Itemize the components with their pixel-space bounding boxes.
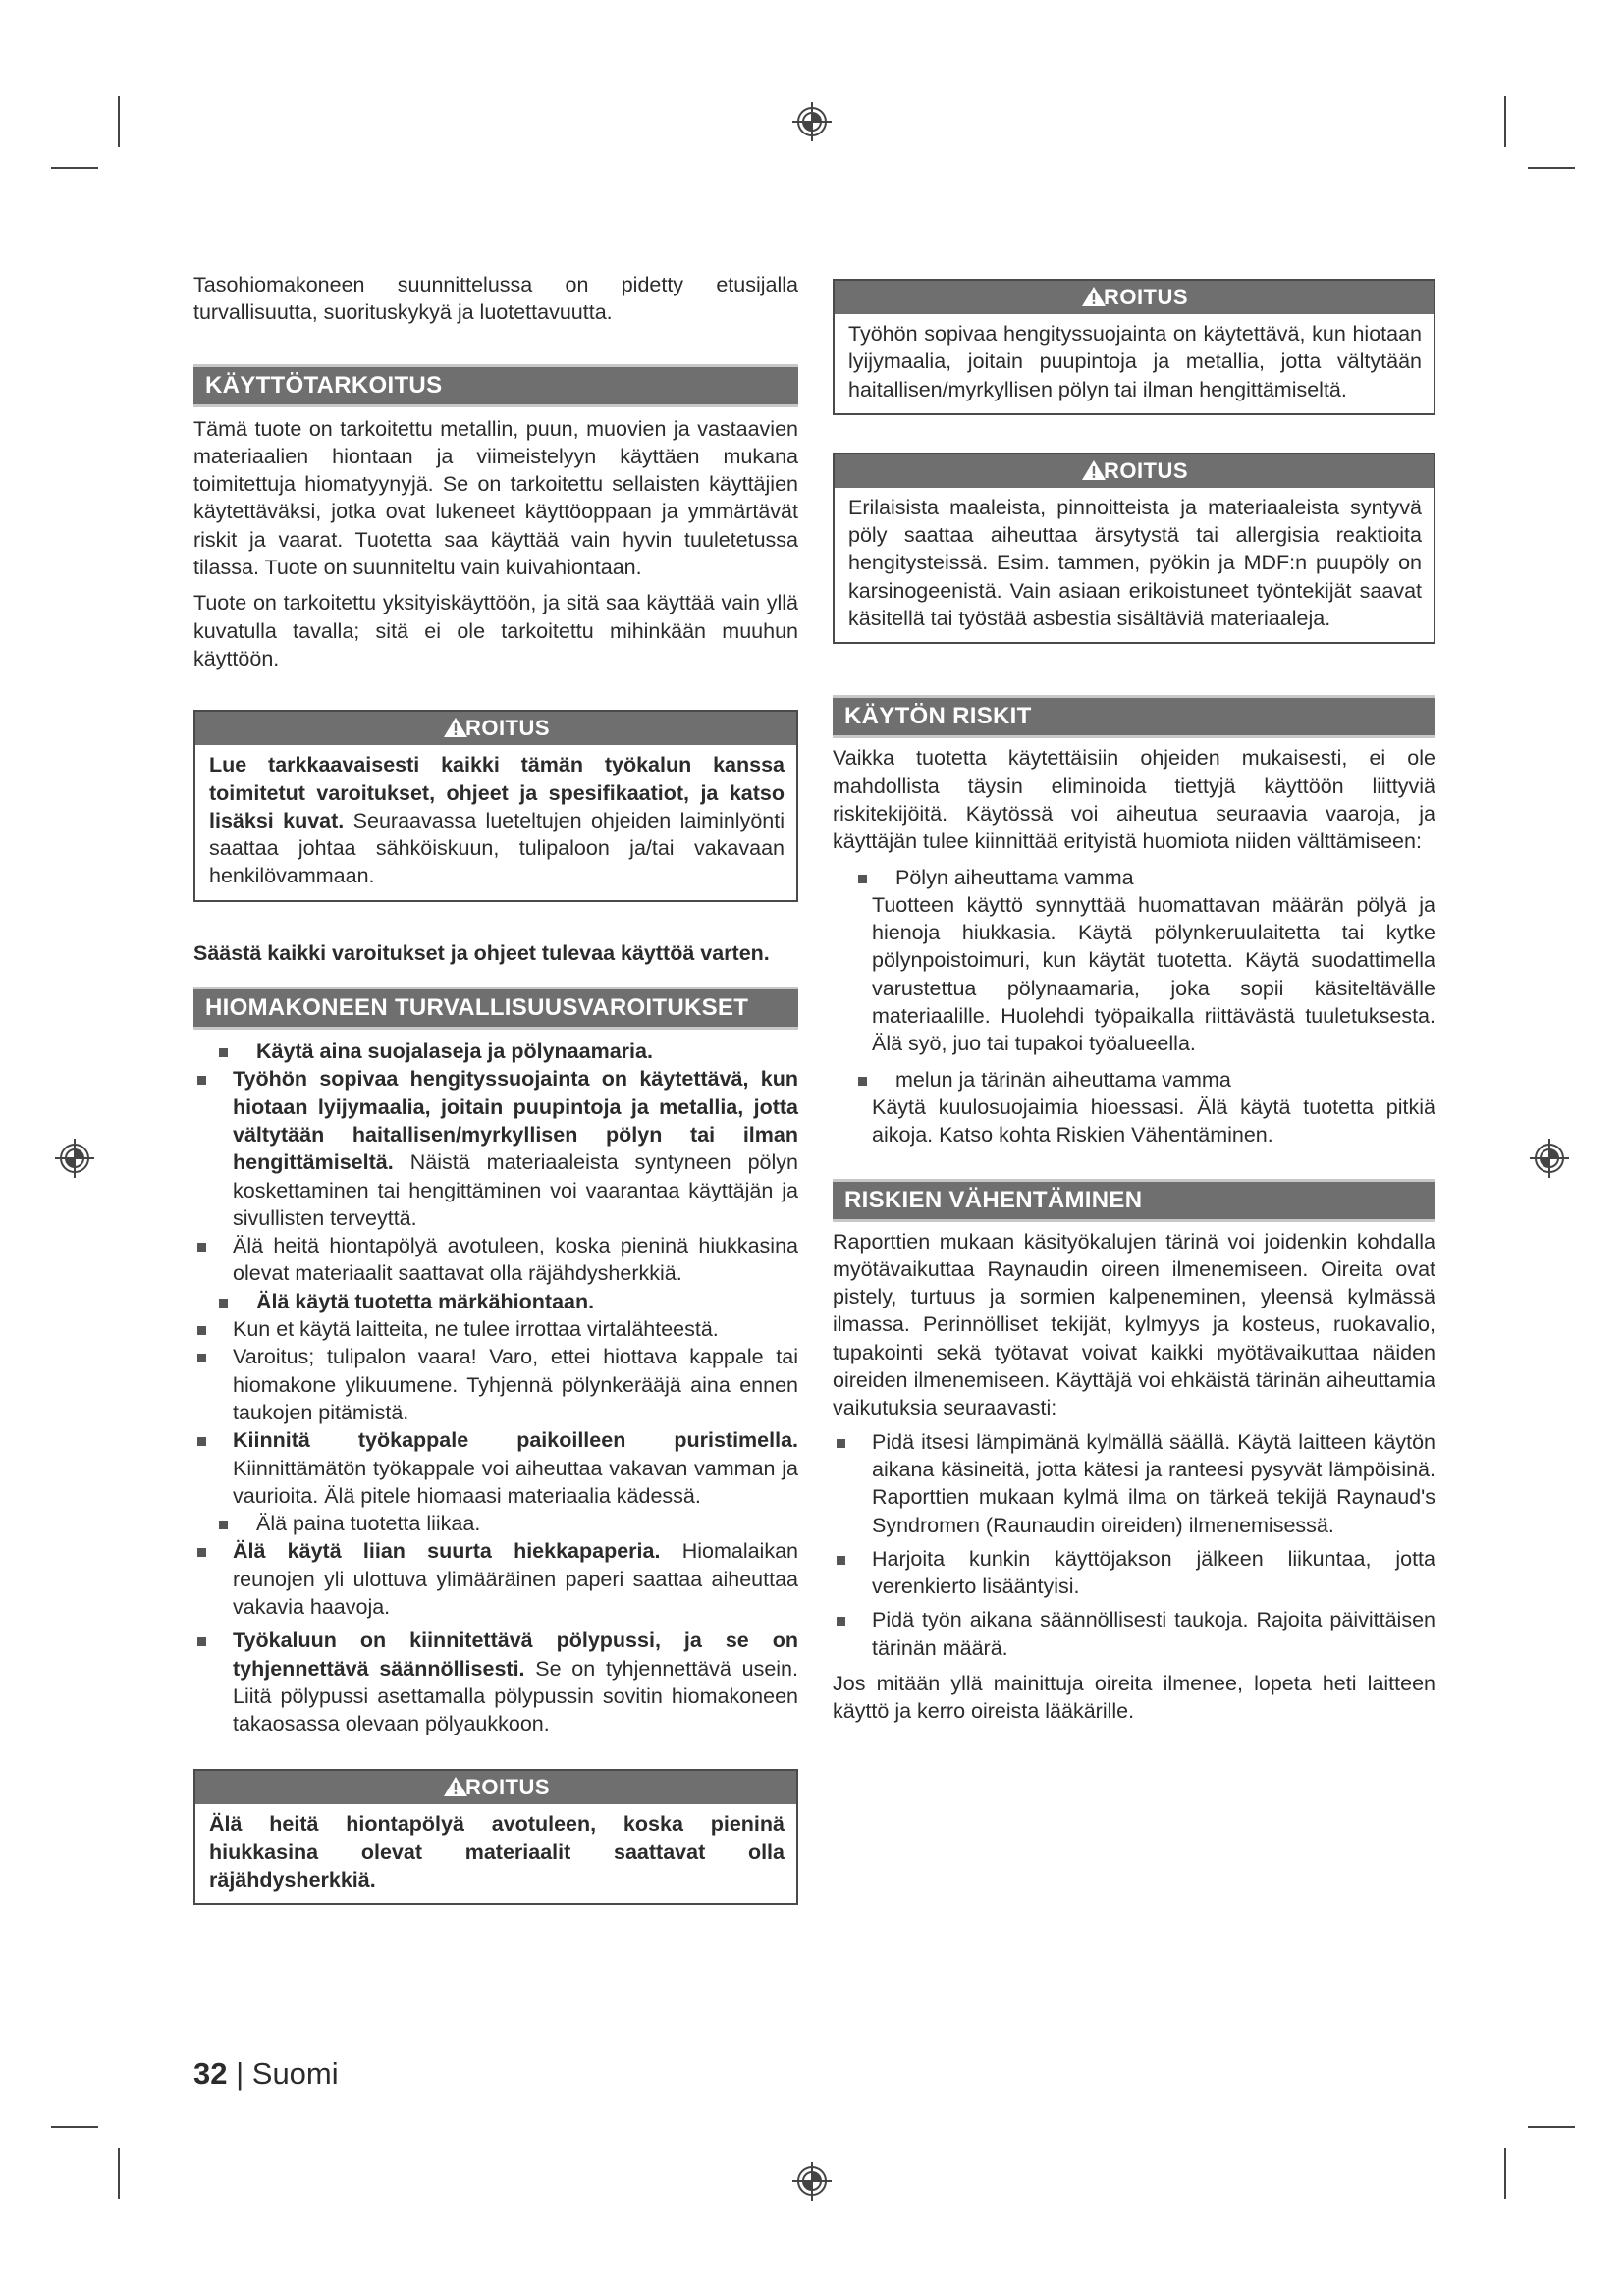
crop-mark: [1504, 96, 1506, 147]
crop-mark: [118, 96, 120, 147]
registration-mark-icon: [790, 2160, 834, 2203]
left-column: [193, 271, 798, 1905]
vahentaminen-intro: Raporttien mukaan käsityökalujen tärinä voi joidenkin kohdalla myötävaikuttaa Raynaudin oireen ilmenemiseen. Oireita ovat pistely, turtuus ja sormien kalpeneminen, yleensä kylmässä ilmassa. Perinnölliset tekijät, kylmyys ja kosteus, ruokavalio, tupakointi sekä työtavat voivat kaikki myötävaikuttaa näiden oireiden ilmenemiseen. Käyttäjä voi ehkäistä tärinän aiheuttamia vaikutuksia seuraavasti:: [833, 1229, 1435, 1420]
section-header-riskit: KÄYTÖN RISKIT: [833, 695, 1435, 738]
crop-mark: [118, 2148, 120, 2199]
warning-text: Älä heitä hiontapölyä avotuleen, koska pieninä hiukkasina olevat materiaalit saattavat olla räjähdysherkkiä.: [209, 1812, 785, 1893]
riskit-list: [833, 1066, 1435, 1094]
crop-mark: [51, 167, 98, 169]
footer-language: Suomi: [251, 2056, 339, 2091]
warning-bold-text: Lue tarkkaavaisesti kaikki tämän työkalun kanssa toimitetut varoitukset, ohjeet ja spesifikaatiot, ja katso lisäksi kuvat.: [209, 753, 785, 832]
warning-text: Seuraavassa lueteltujen ohjeiden laiminlyönti saattaa johtaa sähköiskuun, tulipaloon ja/tai vakavaan henkilövammaan.: [209, 808, 785, 888]
list-item: Älä heitä hiontapölyä avotuleen, koska pieninä hiukkasina olevat materiaalit saattavat olla räjähdysherkkiä.: [193, 1232, 798, 1288]
list-item: Kiinnitä työkappale paikoilleen puristimella. Kiinnittämätön työkappale voi aiheuttaa vakavan vamman ja vaurioita. Älä pitele hiomaasi materiaalia kädessä.: [193, 1426, 798, 1510]
crop-mark: [51, 2126, 98, 2128]
list-item: Älä käytä liian suurta hiekkapaperia. Hiomalaikan reunojen yli ulottuva ylimääräinen paperi saattaa aiheuttaa vakavia haavoja.: [193, 1537, 798, 1621]
registration-mark-icon: [1528, 1137, 1571, 1180]
vahentaminen-list: [833, 1428, 1435, 1662]
list-item: Pölyn aiheuttama vamma: [833, 864, 1435, 891]
vahentaminen-outro: Jos mitään yllä mainittuja oireita ilmenee, lopeta heti laitteen käyttö ja kerro oireista lääkärille.: [833, 1671, 1435, 1724]
safety-list: [193, 1038, 798, 1737]
warning-text: Työhön sopivaa hengityssuojainta on käytettävä, kun hiotaan lyijymaalia, joitain puupintoja ja metallia, jotta vältytään haitallisen/myrkyllisen pölyn tai ilman hengittämiseltä.: [848, 322, 1422, 401]
section-header-safety: HIOMAKONEEN TURVALLISUUSVAROITUKSET: [193, 987, 798, 1030]
list-item: Pidä itsesi lämpimänä kylmällä säällä. Käytä laitteen käytön aikana käsineitä, jotta kätesi ja ranteesi pysyvät lämpöisinä. Raporttien mukaan kylmä ilma on tärkeä tekijä Raynaud's Syndromen (Raunaudin oireiden) ilmenemisessä.: [833, 1428, 1435, 1539]
riskit-list: [833, 864, 1435, 891]
page-number: 32: [193, 2056, 228, 2091]
list-item: Työkaluun on kiinnitettävä pölypussi, ja se on tyhjennettävä säännöllisesti. Se on tyhjennettävä usein. Liitä pölypussi asettamalla pölypussin sovitin hiomakoneen takaosassa olevaan pölyaukkoon.: [193, 1627, 798, 1737]
list-item: Käytä aina suojalaseja ja pölynaamaria.: [193, 1038, 798, 1065]
warning-title: ROITUS: [195, 712, 796, 745]
warning-box: [833, 453, 1435, 644]
page-footer: [193, 2056, 339, 2092]
list-item: Pidä työn aikana säännöllisesti taukoja. Rajoita päivittäisen tärinän määrä.: [833, 1606, 1435, 1662]
kayttotarkoitus-paragraph: Tämä tuote on tarkoitettu metallin, puun, muovien ja vastaavien materiaalien hiontaan ja viimeistelyyn käyttäen mukana toimitettuja hiomatyynyjä. Se on tarkoitettu sellaisten käyttäjien käytettäväksi, jotka ovat lukeneet käyttöoppaan ja ymmärtävät riskit ja vaarat. Tuotetta saa käyttää vain hyvin tuuletetussa tilassa. Tuote on suunniteltu vain kuivahiontaan.: [193, 416, 798, 580]
crop-mark: [1528, 167, 1575, 169]
list-item: Älä käytä tuotetta märkähiontaan.: [193, 1288, 798, 1315]
riskit-intro: Vaikka tuotetta käytettäisiin ohjeiden mukaisesti, ei ole mahdollista täysin eliminoida tiettyjä käyttöön liittyviä riskitekijöitä. Käytössä voi aiheutua seuraavia vaaroja, ja käyttäjän tulee kiinnittää erityistä huomiota niiden välttämiseen:: [833, 746, 1435, 854]
list-item: melun ja tärinän aiheuttama vamma: [833, 1066, 1435, 1094]
crop-mark: [1528, 2126, 1575, 2128]
right-column: [833, 279, 1435, 1726]
registration-mark-icon: [53, 1137, 96, 1180]
list-item: Varoitus; tulipalon vaara! Varo, ettei hiottava kappale tai hiomakone ylikuumene. Tyhjennä pölynkerääjä aina ennen taukojen pitämistä.: [193, 1343, 798, 1426]
warning-text: Erilaisista maaleista, pinnoitteista ja materiaaleista syntyvä pöly saattaa aiheuttaa ärsytystä tai allergisia reaktioita hengitysteissä. Esim. tammen, pyökin ja MDF:n puupöly on karsinogeenistä. Vain asiaan erikoistuneet työntekijät saavat käsitellä tai työstää asbestia sisältäviä materiaaleja.: [848, 495, 1422, 631]
warning-box: [833, 279, 1435, 415]
intro-text: Tasohiomakoneen suunnittelussa on pidetty etusijalla turvallisuutta, suorituskykyä ja luotettavuutta.: [193, 273, 798, 325]
riskit-paragraph: Käytä kuulosuojaimia hioessasi. Älä käytä tuotetta pitkiä aikoja. Katso kohta Riskien Vähentäminen.: [872, 1095, 1435, 1148]
section-header-kayttotarkoitus: KÄYTTÖTARKOITUS: [193, 364, 798, 407]
warning-title: ROITUS: [835, 281, 1434, 314]
list-item: Älä paina tuotetta liikaa.: [193, 1510, 798, 1537]
warning-title: ROITUS: [835, 454, 1434, 488]
warning-box: [193, 710, 798, 901]
kayttotarkoitus-paragraph: Tuote on tarkoitettu yksityiskäyttöön, ja sitä saa käyttää vain yllä kuvatulla tavalla; sitä ei ole tarkoitettu mihinkään muuhun käyttöön.: [193, 591, 798, 670]
list-item: Kun et käytä laitteita, ne tulee irrottaa virtalähteestä.: [193, 1315, 798, 1343]
registration-mark-icon: [790, 100, 834, 143]
list-item: Työhön sopivaa hengityssuojainta on käytettävä, kun hiotaan lyijymaalia, joitain puupintoja ja metallia, jotta vältytään haitallisen/myrkyllisen pölyn tai ilman hengittämiseltä. Näistä materiaaleista syntyneen pölyn koskettaminen tai hengittäminen voi vaarantaa käyttäjän ja sivullisten terveyttä.: [193, 1065, 798, 1232]
warning-box: [193, 1769, 798, 1905]
crop-mark: [1504, 2148, 1506, 2199]
section-header-vahentaminen: RISKIEN VÄHENTÄMINEN: [833, 1179, 1435, 1222]
riskit-paragraph: Tuotteen käyttö synnyttää huomattavan määrän pölyä ja hienoja hiukkasia. Käytä pölynkeruulaitetta tai kytke pölynpoistoimuri, kun käytät tuotetta. Käytä suodattimella varustettua pölynaamaria, joka sopii käsiteltävälle materiaalille. Huolehdi työpaikalla riittävästä tuuletuksesta. Älä syö, juo tai tupakoi työalueella.: [872, 892, 1435, 1056]
save-instructions-note: Säästä kaikki varoitukset ja ohjeet tulevaa käyttöä varten.: [193, 940, 770, 965]
footer-separator: |: [227, 2056, 252, 2091]
warning-title: ROITUS: [195, 1771, 796, 1804]
list-item: Harjoita kunkin käyttöjakson jälkeen liikuntaa, jotta verenkierto lisääntyisi.: [833, 1545, 1435, 1601]
